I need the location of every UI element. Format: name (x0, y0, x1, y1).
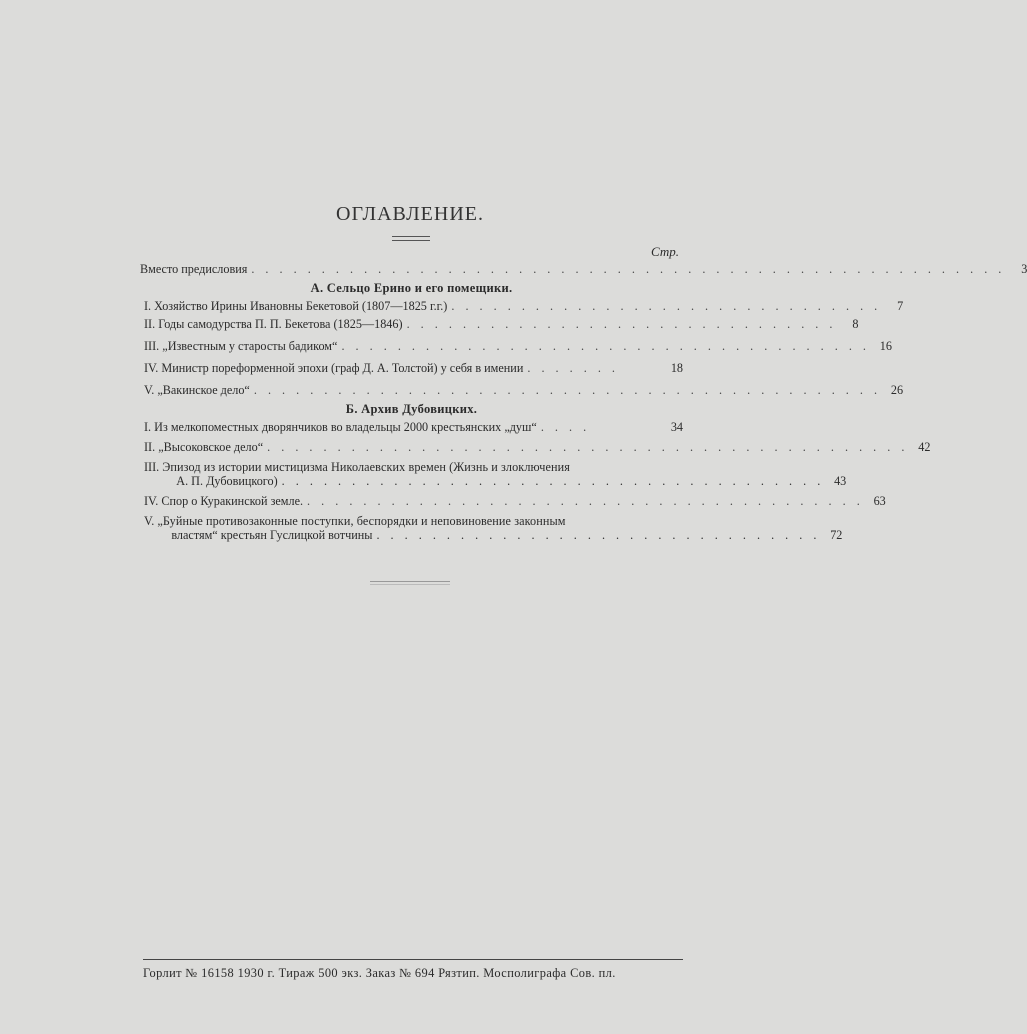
page-title: ОГЛАВЛЕНИЕ. (336, 203, 484, 225)
toc-entry-body (157, 514, 842, 542)
toc-entry-number: IV. (144, 494, 159, 508)
toc-entry-continuation (162, 474, 846, 488)
toc-entry-continuation (157, 528, 842, 542)
toc-entry-text: „Высоковское дело“ (158, 440, 264, 454)
toc-entry[interactable] (140, 383, 904, 397)
toc-page-number: 26 (890, 383, 904, 397)
toc-page-number: 16 (879, 339, 892, 353)
toc-entry-text: Вместо предисловия (140, 262, 248, 276)
toc-page-number: 34 (670, 420, 683, 434)
toc-page-number: 3 (1021, 262, 1027, 276)
toc-entry-number: V. (144, 383, 155, 397)
dot-leader: . . . . . . . . . . . . . . . . . . . . . . . . . . . . . . . . . . . . . . . . . . . . . . . . . . . . . . (251, 262, 1006, 276)
toc-entry[interactable] (140, 339, 892, 353)
toc-entry[interactable] (140, 317, 859, 331)
toc-entry-text: Годы самодурства П. П. Бекетова (1825—1846) (158, 317, 403, 331)
toc-entry-text: „Известным у старосты бадиком“ (162, 339, 338, 353)
toc-entry[interactable] (140, 299, 904, 313)
title-underline (392, 236, 430, 241)
toc-entry-text: Хозяйство Ирины Ивановны Бекетовой (1807—1825 г.г.) (154, 299, 448, 313)
dot-leader: . . . . . . . . . . . . . . . . . . . . . . . . . . . . . . . (406, 317, 837, 331)
toc-entry[interactable] (140, 361, 683, 375)
table-of-contents (140, 262, 1027, 542)
toc-entry[interactable] (140, 420, 683, 434)
toc-entry[interactable] (140, 514, 843, 542)
toc-entry[interactable] (140, 494, 886, 508)
imprint-rule (143, 959, 683, 960)
section-heading-a: А. Сельцо Ерино и его помещики. (310, 281, 513, 295)
toc-page-number: 8 (852, 317, 859, 331)
dot-leader: . . . . (540, 420, 591, 434)
toc-entry-text: Из мелкопоместных дворянчиков во владельцы 2000 крестьянских „душ“ (154, 420, 537, 434)
toc-entry-number: V. (144, 514, 155, 528)
toc-page-number: 18 (670, 361, 683, 375)
toc-entry-text: „Вакинское дело“ (157, 383, 250, 397)
section-heading-b: Б. Архив Дубовицких. (345, 402, 478, 416)
dot-leader: . . . . . . . . . . . . . . . . . . . . . . . . . . . . . . . . . . . . . . . . . . . . . (253, 383, 882, 397)
toc-entry-number: IV. (144, 361, 159, 375)
dot-leader: . . . . . . . . . . . . . . . . . . . . . . . . . . . . . . . . . . . . . . . (281, 474, 825, 488)
toc-entry-number: III. (144, 460, 160, 474)
toc-page-number: 43 (834, 474, 847, 488)
toc-entry-number: I. (144, 420, 152, 434)
toc-entry-number: II. (144, 317, 156, 331)
toc-entry-number: III. (144, 339, 160, 353)
toc-entry-text: Эпизод из истории мистицизма Николаевских времен (Жизнь и злоключения (162, 460, 570, 474)
toc-page-number: 72 (830, 528, 843, 542)
toc-entry-text: „Буйные противозаконные поступки, беспорядки и неповиновение законным (157, 514, 566, 528)
imprint-line: Горлит № 16158 1930 г. Тираж 500 экз. Заказ № 694 Рязтип. Мосполиграфа Сов. пл. (143, 966, 616, 980)
decorative-divider (370, 581, 450, 585)
dot-leader: . . . . . . . (527, 361, 619, 375)
dot-leader: . . . . . . . . . . . . . . . . . . . . . . . . . . . . . . . . . . . . . . . . (307, 494, 864, 508)
toc-entry-preface[interactable] (140, 262, 1027, 276)
toc-page-number: 42 (918, 440, 931, 454)
toc-entry-number: I. (144, 299, 152, 313)
dot-leader: . . . . . . . . . . . . . . . . . . . . . . . . . . . . . . . . (376, 528, 821, 542)
toc-entry[interactable] (140, 460, 847, 488)
dot-leader: . . . . . . . . . . . . . . . . . . . . . . . . . . . . . . . . . . . . . . (341, 339, 870, 353)
toc-entry-body (162, 460, 846, 488)
toc-entry-text: Спор о Куракинской земле. (161, 494, 304, 508)
toc-entry-text: Министр пореформенной эпохи (граф Д. А. Толстой) у себя в имении (161, 361, 524, 375)
toc-page-number: 63 (873, 494, 886, 508)
page-column-label: Стр. (651, 244, 679, 259)
toc-entry-text: А. П. Дубовицкого) (176, 474, 278, 488)
dot-leader: . . . . . . . . . . . . . . . . . . . . . . . . . . . . . . . (451, 299, 882, 313)
dot-leader: . . . . . . . . . . . . . . . . . . . . . . . . . . . . . . . . . . . . . . . . . . . . . . (267, 440, 909, 454)
toc-entry-text: властям“ крестьян Гуслицкой вотчины (171, 528, 373, 542)
toc-entry-number: II. (144, 440, 156, 454)
toc-page-number: 7 (897, 299, 904, 313)
toc-entry[interactable] (140, 440, 931, 454)
